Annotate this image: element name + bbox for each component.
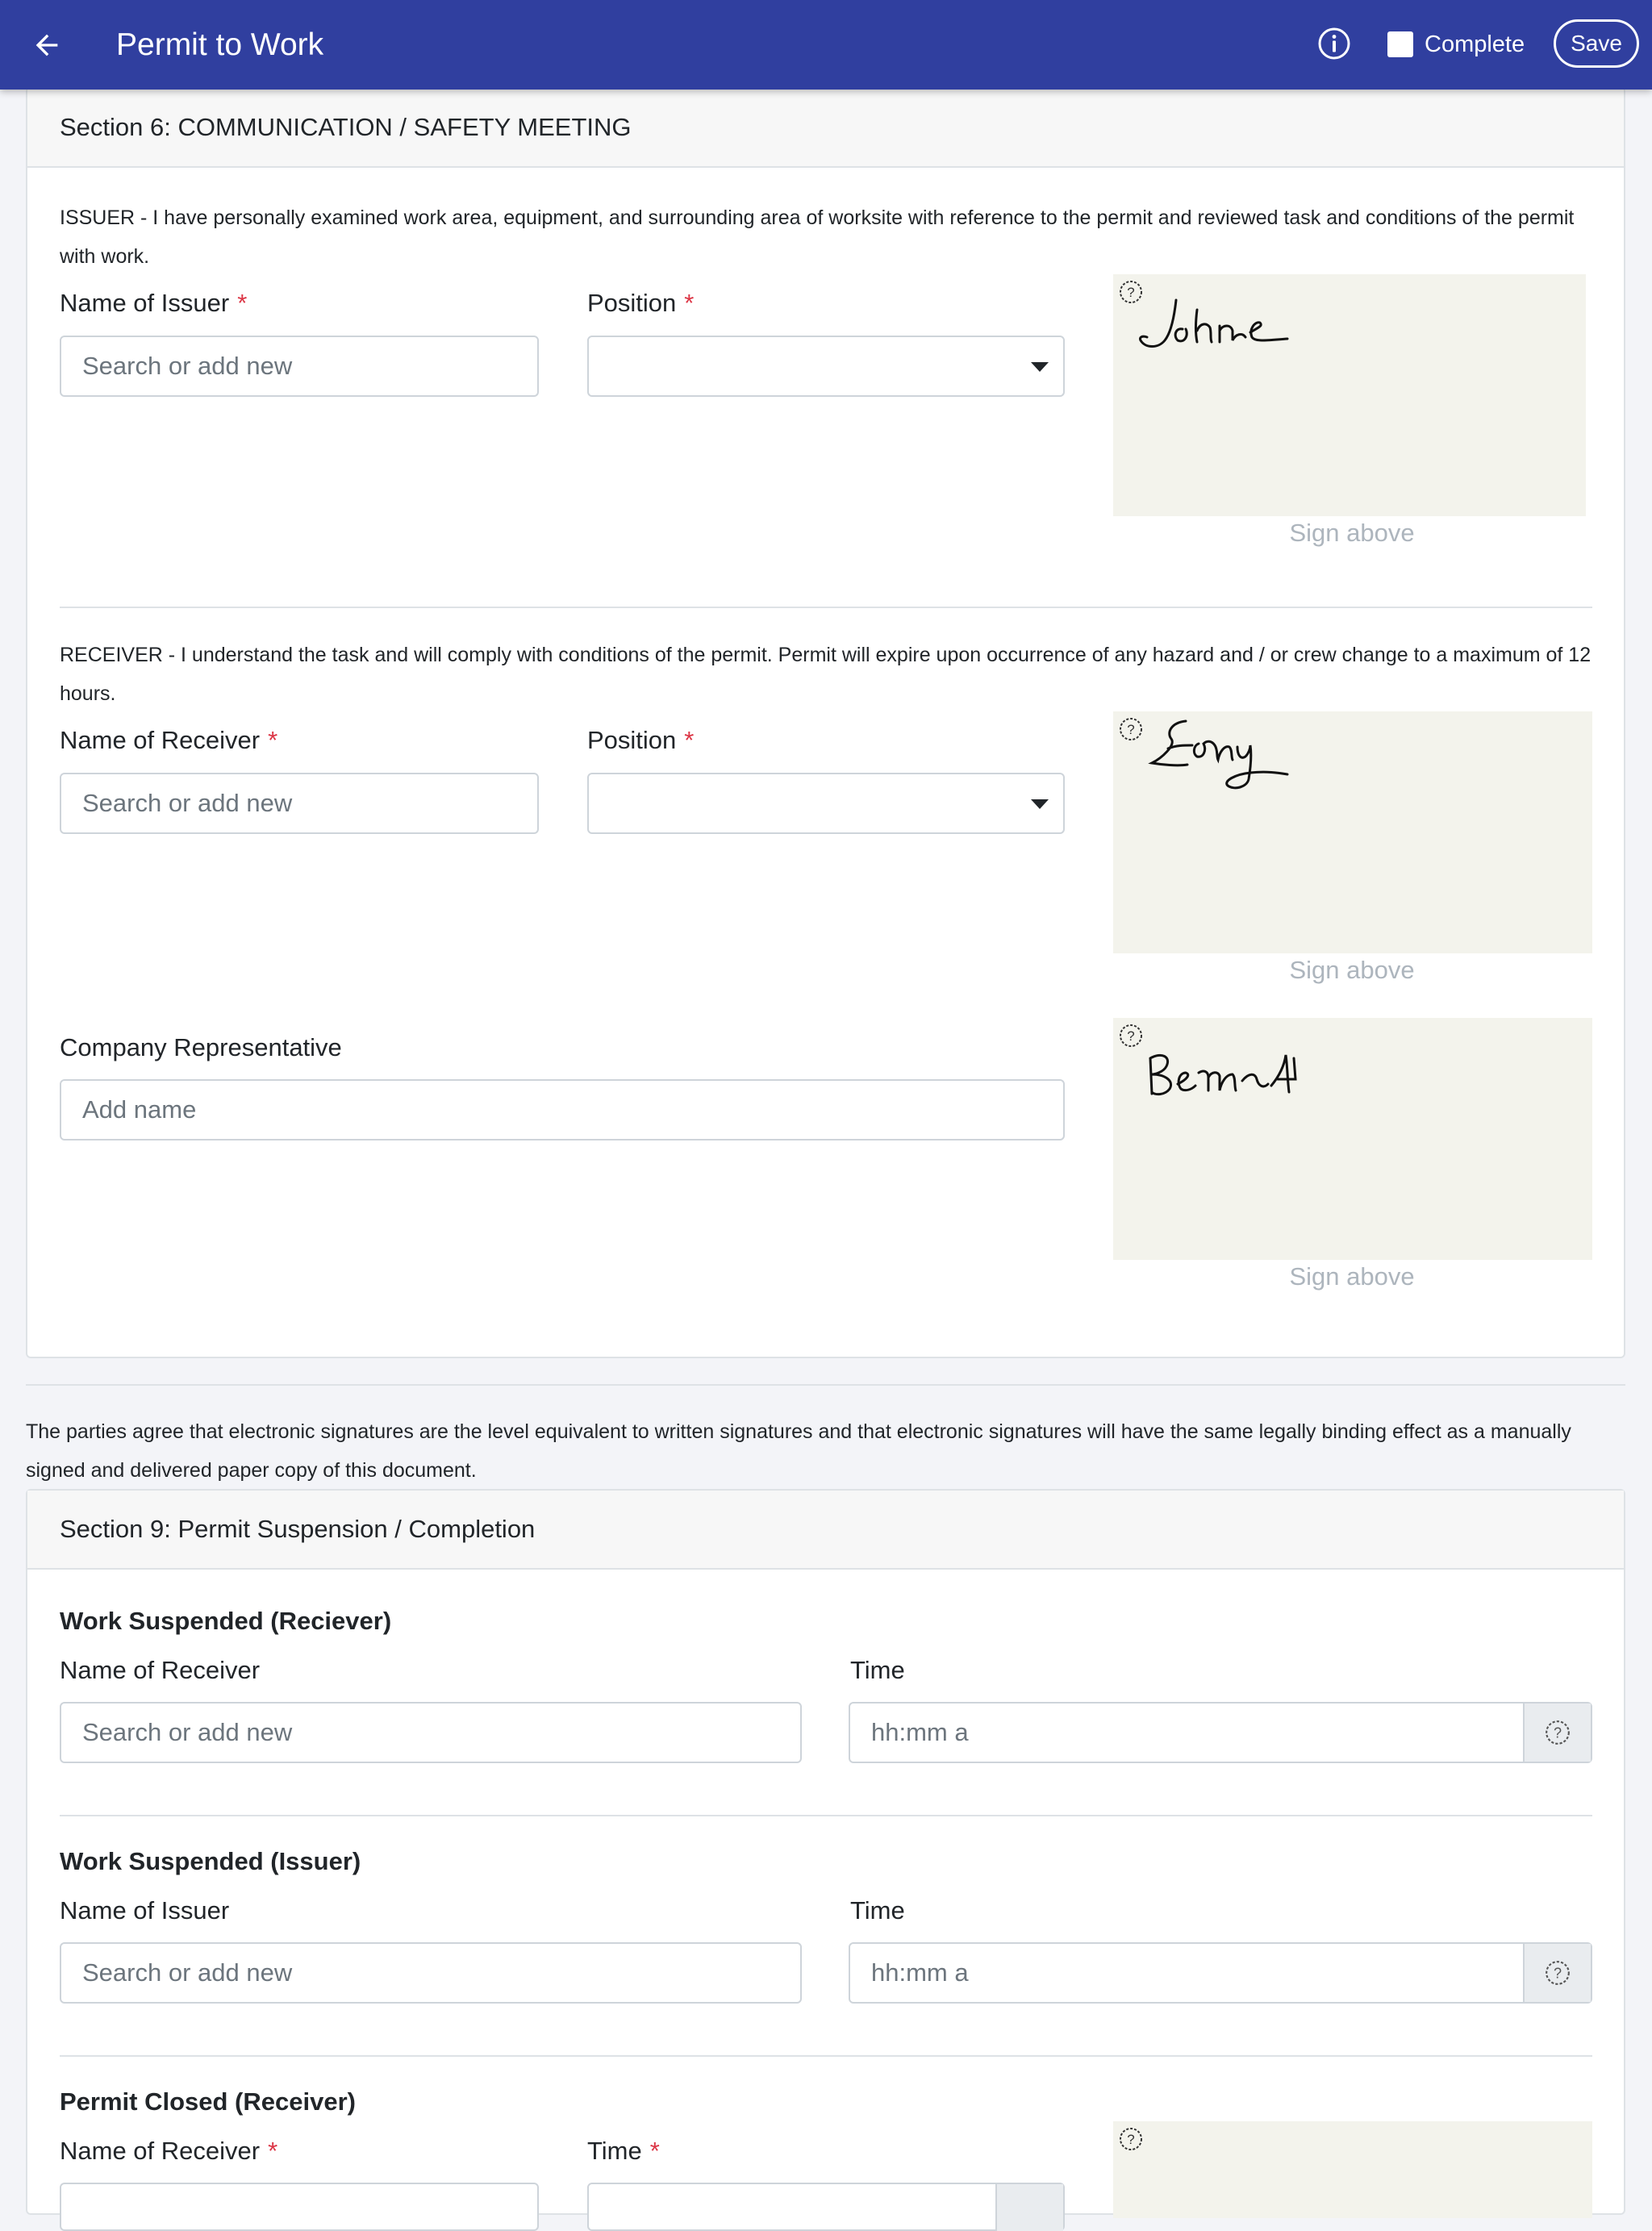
receiver-position-label-text: Position [587,726,677,754]
suspended-issuer-name-input[interactable]: Search or add new [60,1942,802,2004]
svg-text:?: ? [1127,722,1135,737]
suspended-issuer-time-label: Time [850,1896,905,1924]
back-button[interactable] [23,21,71,69]
closed-receiver-time-input[interactable] [587,2183,1065,2231]
issuer-statement: ISSUER - I have personally examined work area, equipment, and surrounding area of worksite with reference to the permit and reviewed task and conditions of the permit with work. [60,206,1575,268]
receiver-name-input[interactable]: Search or add new [60,773,539,834]
time-help-addon[interactable] [995,2184,1063,2231]
divider [60,1815,1592,1816]
closed-receiver-name-label-text: Name of Receiver [60,2137,261,2165]
company-rep-signature-pad[interactable] [1113,1018,1592,1260]
required-marker: * [268,726,278,754]
suspended-receiver-time-label: Time [850,1656,905,1684]
required-marker: * [649,2137,660,2165]
complete-label: Complete [1425,31,1525,57]
section-9-title: Section 9: Permit Suspension / Completion [27,1491,1624,1570]
issuer-name-label-text: Name of Issuer [60,289,230,317]
company-rep-input[interactable]: Add name [60,1079,1065,1141]
svg-text:?: ? [1127,1028,1135,1044]
closed-receiver-time-label [587,2135,660,2167]
issuer-position-select[interactable] [587,336,1065,397]
info-button[interactable] [1315,24,1354,63]
issuer-signature-drawing [1129,290,1339,379]
receiver-name-label-text: Name of Receiver [60,726,261,754]
required-marker: * [684,289,695,317]
complete-toggle[interactable] [1387,24,1525,65]
closed-receiver-name-input[interactable] [60,2183,539,2231]
receiver-signature-drawing [1129,716,1339,813]
help-icon[interactable] [1118,2126,1144,2152]
receiver-signature-pad[interactable] [1113,711,1592,953]
permit-closed-receiver-heading: Permit Closed (Receiver) [60,2087,356,2116]
issuer-name-input[interactable]: Search or add new [60,336,539,397]
caret-down-icon [1031,799,1049,809]
time-help-addon[interactable] [1523,1703,1591,1762]
suspended-receiver-name-label: Name of Receiver [60,1656,261,1684]
suspended-issuer-time-input[interactable] [849,1942,1592,2004]
svg-text:?: ? [1553,1724,1562,1741]
work-suspended-issuer-heading: Work Suspended (Issuer) [60,1847,361,1875]
complete-checkbox[interactable] [1387,31,1413,57]
company-rep-sign-above: Sign above [1289,1262,1415,1291]
required-marker: * [237,289,248,317]
company-rep-label: Company Representative [60,1033,342,1061]
issuer-name-label [60,287,247,319]
company-rep-signature-drawing [1129,1034,1355,1123]
help-icon [1544,1719,1571,1746]
receiver-position-select[interactable] [587,773,1065,834]
issuer-sign-above: Sign above [1289,519,1415,547]
divider [60,607,1592,608]
closed-receiver-time-label-text: Time [587,2137,642,2165]
receiver-position-label [587,724,694,757]
caret-down-icon [1031,362,1049,372]
issuer-position-label-text: Position [587,289,677,317]
page-title: Permit to Work [116,27,324,62]
save-button[interactable]: Save [1554,19,1639,68]
receiver-statement: RECEIVER - I understand the task and will comply with conditions of the permit. Permit will expire upon occurrence of any hazard and / or crew change to a maximum of 12 hours. [60,644,1592,705]
suspended-receiver-time-input[interactable] [849,1702,1592,1763]
time-help-addon[interactable] [1523,1944,1591,2002]
time-placeholder: hh:mm a [871,1718,969,1746]
app-header [0,0,1652,90]
closed-receiver-name-label [60,2135,277,2167]
issuer-signature-pad[interactable] [1113,274,1586,516]
svg-text:?: ? [1553,1965,1562,1982]
svg-text:?: ? [1127,2132,1135,2147]
work-suspended-receiver-heading: Work Suspended (Reciever) [60,1607,392,1635]
receiver-name-label [60,724,277,757]
divider [60,2055,1592,2057]
issuer-position-label [587,287,694,319]
required-marker: * [268,2137,278,2165]
receiver-sign-above: Sign above [1289,956,1415,984]
info-icon [1317,27,1351,60]
suspended-issuer-name-label: Name of Issuer [60,1896,230,1924]
divider [26,1384,1625,1386]
svg-text:?: ? [1127,285,1135,300]
time-placeholder: hh:mm a [871,1958,969,1987]
arrow-left-icon [31,29,63,61]
e-signature-disclaimer: The parties agree that electronic signatures are the level equivalent to written signatures and that electronic signatures will have the same legally binding effect as a manually signed and delivered paper copy of this document. [26,1420,1571,1482]
closed-receiver-signature-pad[interactable] [1113,2121,1592,2218]
suspended-receiver-name-input[interactable]: Search or add new [60,1702,802,1763]
help-icon [1544,1959,1571,1987]
required-marker: * [684,726,695,754]
section-6-title: Section 6: COMMUNICATION / SAFETY MEETING [27,89,1624,168]
